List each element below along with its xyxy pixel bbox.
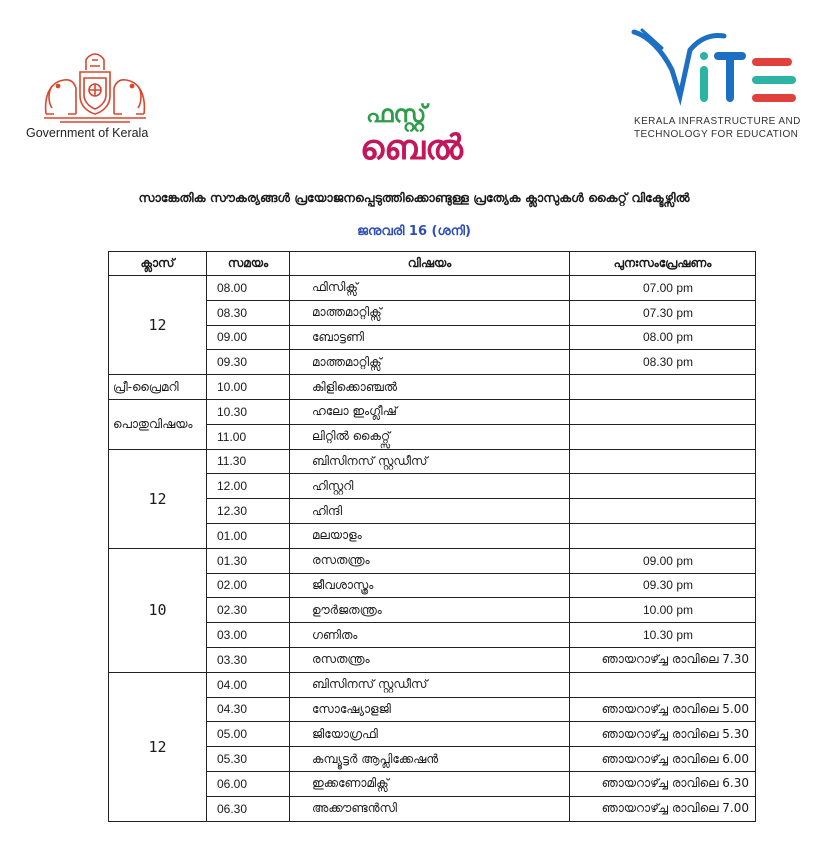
time-cell: 01.30 [207,548,290,573]
schedule-table-body [109,276,756,822]
table-row [109,350,756,375]
time-cell: 11.30 [207,449,290,474]
first-bell-logo-line1: ഫസ്റ്റ് [366,100,427,128]
first-bell-logo-line2: ബെൽ [360,128,464,168]
subject-cell: ജിയോഗ്രഫി [290,722,570,747]
subject-cell: ഇക്കണോമിക്സ് [290,771,570,796]
subject-cell: ഫിസിക്സ് [290,276,570,301]
table-row [109,449,756,474]
table-row [109,647,756,672]
repeat-cell: 10.30 pm [570,623,756,648]
time-cell: 03.00 [207,623,290,648]
repeat-cell: 07.00 pm [570,276,756,301]
table-row [109,424,756,449]
repeat-cell: ഞായറാഴ്ച്ച രാവിലെ 6.30 [570,771,756,796]
kite-logo [628,26,808,146]
repeat-cell: ഞായറാഴ്ച്ച രാവിലെ 6.00 [570,747,756,772]
schedule-table-head [109,252,756,276]
kite-tagline-line2: TECHNOLOGY FOR EDUCATION [634,129,799,140]
time-cell: 09.30 [207,350,290,375]
class-cell: 12 [109,449,207,548]
table-row [109,623,756,648]
table-row [109,499,756,524]
header-class: ക്ലാസ് [109,252,207,276]
subject-cell: ലിറ്റിൽ കൈറ്റ്സ് [290,424,570,449]
repeat-cell: 10.00 pm [570,598,756,623]
government-of-kerala-label: Government of Kerala [26,126,149,140]
table-row [109,722,756,747]
table-row [109,573,756,598]
repeat-cell: 09.00 pm [570,548,756,573]
time-cell: 06.00 [207,771,290,796]
table-row [109,474,756,499]
subject-cell: അക്കൗണ്ടൻസി [290,796,570,821]
table-row [109,523,756,548]
table-row [109,325,756,350]
repeat-cell [570,424,756,449]
subject-cell: മാത്തമാറ്റിക്സ് [290,300,570,325]
government-of-kerala-logo [22,48,172,148]
time-cell: 08.00 [207,276,290,301]
repeat-cell [570,399,756,424]
repeat-cell [570,499,756,524]
subject-cell: മാത്തമാറ്റിക്സ് [290,350,570,375]
subject-cell: കമ്പ്യൂട്ടർ ആപ്ലിക്കേഷൻ [290,747,570,772]
subject-cell: ഹലോ ഇംഗ്ലീഷ് [290,399,570,424]
time-cell: 04.30 [207,697,290,722]
repeat-cell: ഞായറാഴ്ച്ച രാവിലെ 7.00 [570,796,756,821]
subject-cell: ഗണിതം [290,623,570,648]
table-row [109,672,756,697]
time-cell: 06.30 [207,796,290,821]
time-cell: 04.00 [207,672,290,697]
class-cell: 12 [109,672,207,821]
repeat-cell: ഞായറാഴ്ച്ച രാവിലെ 5.00 [570,697,756,722]
repeat-cell: ഞായറാഴ്ച്ച രാവിലെ 7.30 [570,647,756,672]
kite-tagline-line1: KERALA INFRASTRUCTURE AND [634,116,801,127]
repeat-cell [570,523,756,548]
time-cell: 11.00 [207,424,290,449]
subject-cell: ജീവശാസ്ത്രം [290,573,570,598]
subject-cell: കിളിക്കൊഞ്ചൽ [290,375,570,400]
document-title: സാങ്കേതിക സൗകര്യങ്ങൾ പ്രയോജനപ്പെടുത്തിക്കൊണ്ടുള്ള പ്രത്യേക ക്ലാസുകൾ കൈറ്റ് വിക്ടേഴ്സിൽ [138,190,690,205]
repeat-cell [570,672,756,697]
repeat-cell: ഞായറാഴ്ച്ച രാവിലെ 5.30 [570,722,756,747]
repeat-cell: 07.30 pm [570,300,756,325]
first-bell-logo [352,98,472,178]
table-row [109,747,756,772]
repeat-cell [570,375,756,400]
class-cell: പ്രീ-പ്രൈമറി [109,375,207,400]
repeat-cell [570,474,756,499]
time-cell: 03.30 [207,647,290,672]
time-cell: 10.30 [207,399,290,424]
repeat-cell: 08.00 pm [570,325,756,350]
schedule-table [108,251,756,822]
time-cell: 02.30 [207,598,290,623]
kerala-emblem-icon [40,52,150,124]
subject-cell: രസതന്ത്രം [290,647,570,672]
header-time: സമയം [207,252,290,276]
time-cell: 10.00 [207,375,290,400]
time-cell: 05.30 [207,747,290,772]
subject-cell: ബിസിനസ് സ്റ്റഡീസ് [290,672,570,697]
document-date: ജനുവരി 16 (ശനി) [357,224,471,239]
time-cell: 12.30 [207,499,290,524]
table-row [109,548,756,573]
subject-cell: സോഷ്യോളജി [290,697,570,722]
repeat-cell [570,449,756,474]
table-row [109,771,756,796]
subject-cell: ഹിന്ദി [290,499,570,524]
subject-cell: ഹിസ്റ്ററി [290,474,570,499]
table-row [109,276,756,301]
time-cell: 09.00 [207,325,290,350]
table-row [109,598,756,623]
kite-mark-icon [628,26,800,112]
table-row [109,399,756,424]
time-cell: 05.00 [207,722,290,747]
time-cell: 01.00 [207,523,290,548]
header-repeat: പുനഃസംപ്രേഷണം [570,252,756,276]
table-row [109,375,756,400]
time-cell: 02.00 [207,573,290,598]
header-subject: വിഷയം [290,252,570,276]
class-cell: പൊതുവിഷയം [109,399,207,449]
subject-cell: രസതന്ത്രം [290,548,570,573]
subject-cell: ബോട്ടണി [290,325,570,350]
time-cell: 12.00 [207,474,290,499]
table-row [109,796,756,821]
class-cell: 10 [109,548,207,672]
header-row [109,252,756,276]
table-row [109,697,756,722]
subject-cell: ഊർജതന്ത്രം [290,598,570,623]
subject-cell: മലയാളം [290,523,570,548]
class-cell: 12 [109,276,207,375]
subject-cell: ബിസിനസ് സ്റ്റഡീസ് [290,449,570,474]
repeat-cell: 08.30 pm [570,350,756,375]
table-row [109,300,756,325]
repeat-cell: 09.30 pm [570,573,756,598]
time-cell: 08.30 [207,300,290,325]
